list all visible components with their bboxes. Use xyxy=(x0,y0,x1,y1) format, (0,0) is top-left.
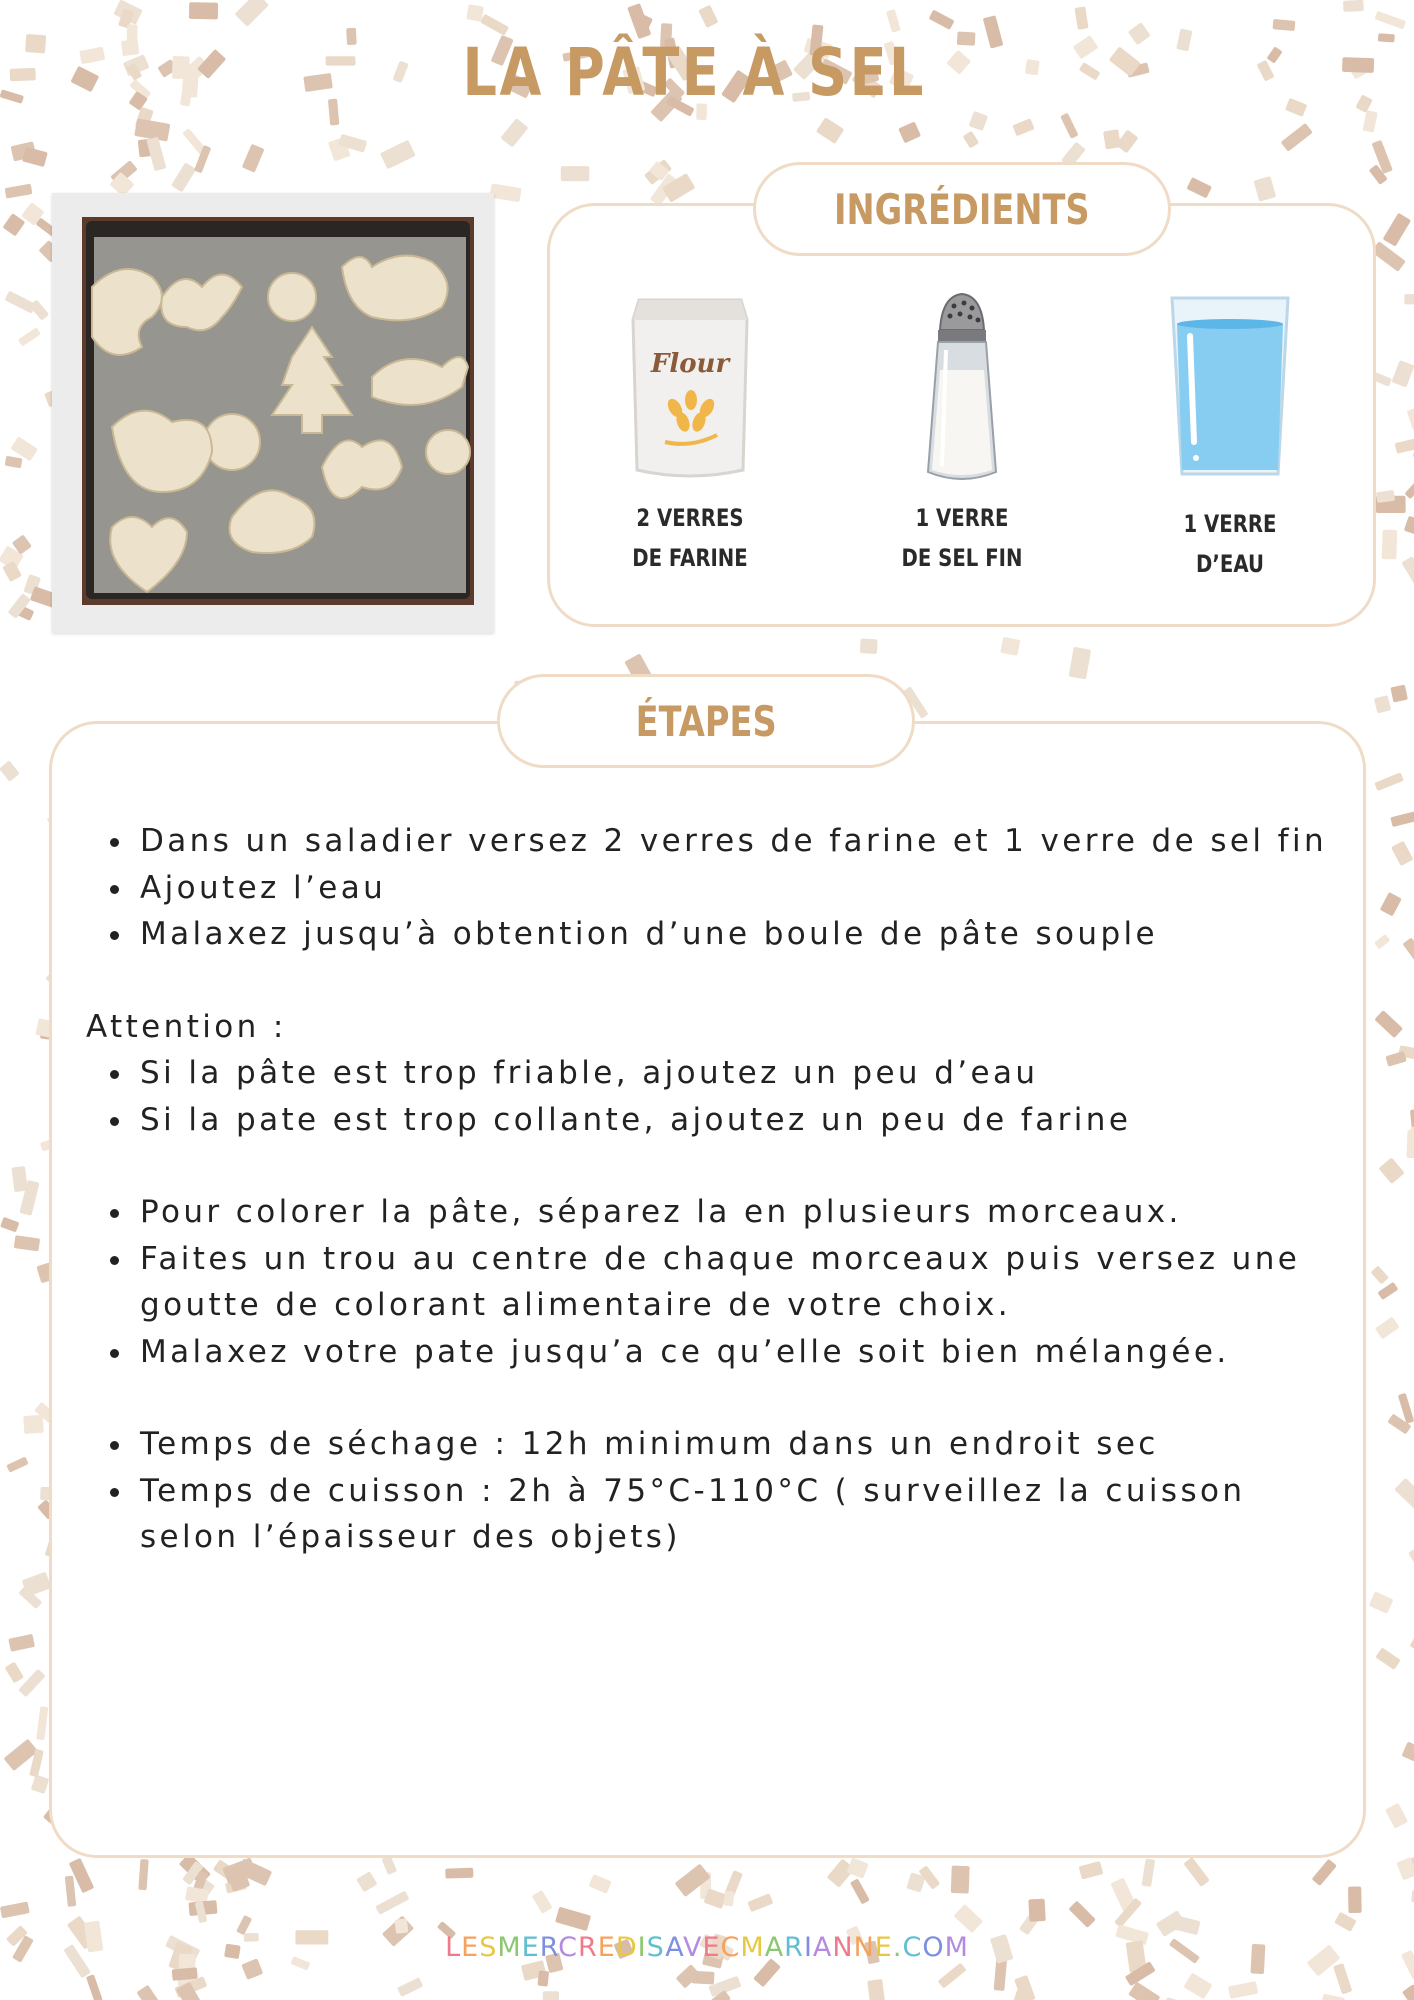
step-item: Si la pate est trop collante, ajoutez un peu de farine xyxy=(140,1097,1336,1144)
confetti-piece xyxy=(1385,1051,1407,1067)
confetti-piece xyxy=(138,1859,148,1890)
confetti-piece xyxy=(5,456,23,469)
confetti-piece xyxy=(445,1868,473,1879)
step-item: Dans un saladier versez 2 verres de farine et 1 verre de sel fin xyxy=(140,818,1336,865)
confetti-piece xyxy=(1374,934,1390,949)
confetti-piece xyxy=(1333,1963,1352,1994)
confetti-piece xyxy=(86,1974,103,2000)
confetti-piece xyxy=(1285,98,1307,117)
confetti-piece xyxy=(1228,1981,1258,1999)
confetti-piece xyxy=(1382,530,1398,560)
step-item: Ajoutez l’eau xyxy=(140,865,1336,912)
confetti-piece xyxy=(235,0,269,27)
confetti-piece xyxy=(1394,1478,1414,1509)
confetti-piece xyxy=(0,1901,30,1918)
ingredient-salt-line2: DE SEL FIN xyxy=(901,544,1023,572)
confetti-piece xyxy=(1404,516,1414,536)
confetti-piece xyxy=(1355,94,1372,113)
confetti-piece xyxy=(1410,1108,1414,1127)
flour-bag-icon xyxy=(625,290,755,490)
confetti-piece xyxy=(1391,360,1414,387)
confetti-piece xyxy=(1374,11,1406,30)
confetti-piece xyxy=(938,1963,967,1989)
water-glass-icon xyxy=(1168,292,1292,482)
confetti-piece xyxy=(1272,19,1295,31)
confetti-piece xyxy=(466,4,484,21)
confetti-piece xyxy=(6,1456,28,1472)
confetti-piece xyxy=(31,1775,49,1794)
ingredient-salt xyxy=(857,290,1067,578)
confetti-piece xyxy=(1408,1549,1414,1567)
confetti-piece xyxy=(5,1662,24,1684)
website-link[interactable] xyxy=(0,1932,1414,1963)
confetti-piece xyxy=(171,162,196,192)
confetti-piece xyxy=(724,1891,735,1907)
confetti-piece xyxy=(70,66,99,93)
confetti-piece xyxy=(1342,57,1374,73)
ingredient-flour-line2: DE FARINE xyxy=(632,544,748,572)
confetti-piece xyxy=(1312,1859,1337,1886)
confetti-piece xyxy=(1378,1157,1404,1184)
confetti-piece xyxy=(1069,647,1092,680)
confetti-piece xyxy=(969,111,988,131)
salt-shaker-icon xyxy=(912,290,1012,490)
confetti-piece xyxy=(1000,637,1020,656)
confetti-piece xyxy=(356,1871,377,1892)
website-text: LESMERCREDISAVECMARIANNE.COM xyxy=(445,1932,969,1963)
confetti-piece xyxy=(375,1891,409,1915)
confetti-piece xyxy=(561,166,590,181)
confetti-piece xyxy=(1391,841,1413,866)
confetti-piece xyxy=(747,1893,773,1912)
confetti-piece xyxy=(1370,1265,1388,1284)
confetti-piece xyxy=(10,68,36,81)
confetti-piece xyxy=(867,1979,886,2000)
confetti-piece xyxy=(1103,129,1121,149)
confetti-piece xyxy=(136,1985,165,2000)
confetti-piece xyxy=(588,1874,611,1894)
confetti-piece xyxy=(1362,110,1377,133)
steps-heading: ÉTAPES xyxy=(497,674,915,768)
confetti-piece xyxy=(489,183,521,202)
steps-list-timing xyxy=(86,1421,1336,1561)
confetti-piece xyxy=(79,47,105,65)
ingredients-heading: INGRÉDIENTS xyxy=(753,162,1171,256)
flour-bag-label: Flour xyxy=(650,349,730,379)
confetti-piece xyxy=(1079,1861,1104,1880)
confetti-piece xyxy=(860,638,878,653)
confetti-piece xyxy=(1407,1130,1414,1159)
confetti-piece xyxy=(1348,1886,1362,1913)
confetti-piece xyxy=(1375,1316,1400,1339)
confetti-piece xyxy=(1385,1803,1408,1829)
confetti-piece xyxy=(1141,1858,1155,1886)
confetti-piece xyxy=(1380,892,1402,916)
confetti-piece xyxy=(1383,213,1412,247)
confetti-piece xyxy=(847,1858,869,1879)
confetti-piece xyxy=(1183,1857,1209,1887)
salt-dough-photo xyxy=(52,193,494,633)
confetti-piece xyxy=(1402,1984,1414,2000)
confetti-piece xyxy=(898,121,921,143)
confetti-piece xyxy=(1074,6,1088,29)
confetti-piece xyxy=(555,1907,591,1931)
confetti-piece xyxy=(381,1855,397,1875)
confetti-piece xyxy=(698,5,718,28)
confetti-piece xyxy=(1186,177,1212,198)
confetti-piece xyxy=(23,1415,44,1434)
confetti-piece xyxy=(172,1967,198,1981)
confetti-piece xyxy=(816,117,844,144)
steps-list-attention xyxy=(86,1050,1336,1143)
confetti-piece xyxy=(36,1706,48,1740)
confetti-piece xyxy=(0,1217,19,1233)
confetti-piece xyxy=(1410,1632,1414,1653)
confetti-piece xyxy=(1401,1741,1414,1762)
confetti-piece xyxy=(1390,685,1408,703)
ingredient-flour-line1: 2 VERRES xyxy=(636,504,744,532)
confetti-piece xyxy=(242,144,265,173)
confetti-piece xyxy=(1401,556,1414,591)
confetti-piece xyxy=(1374,1010,1403,1038)
ingredient-water-line2: D’EAU xyxy=(1196,550,1264,578)
confetti-piece xyxy=(14,1235,40,1251)
confetti-piece xyxy=(22,147,48,167)
confetti-piece xyxy=(397,1977,423,1997)
confetti-piece xyxy=(1281,123,1313,152)
baking-tray-image xyxy=(82,217,474,605)
step-item: Malaxez jusqu’à obtention d’une boule de pâte souple xyxy=(140,911,1336,958)
confetti-piece xyxy=(1407,407,1414,431)
confetti-piece xyxy=(12,1166,28,1192)
confetti-piece xyxy=(1060,113,1078,139)
confetti-piece xyxy=(1028,1899,1045,1922)
confetti-piece xyxy=(134,118,170,141)
ingredient-flour xyxy=(585,290,795,578)
step-item: Malaxez votre pate jusqu’a ce qu’elle soit bien mélangée. xyxy=(140,1329,1336,1376)
confetti-piece xyxy=(1183,1973,1212,2000)
confetti-piece xyxy=(963,131,979,149)
confetti-piece xyxy=(1068,1901,1095,1928)
confetti-piece xyxy=(543,1991,559,2000)
confetti-piece xyxy=(1321,1994,1345,2000)
confetti-piece xyxy=(1390,811,1414,827)
step-item: Faites un trou au centre de chaque morceaux puis versez une goutte de colorant alimentaire de votre choix. xyxy=(140,1236,1336,1329)
confetti-piece xyxy=(1343,0,1364,12)
steps-list-preparation xyxy=(86,818,1336,958)
confetti-piece xyxy=(1404,473,1414,499)
step-item: Pour colorer la pâte, séparez la en plusieurs morceaux. xyxy=(140,1189,1336,1236)
step-item: Temps de cuisson : 2h à 75°C-110°C ( surveillez la cuisson selon l’épaisseur des objets) xyxy=(140,1468,1336,1561)
confetti-piece xyxy=(1374,695,1391,713)
confetti-piece xyxy=(951,1866,970,1894)
confetti-piece xyxy=(3,213,26,236)
ingredient-water-line1: 1 VERRE xyxy=(1183,510,1277,538)
confetti-piece xyxy=(8,1634,35,1652)
confetti-piece xyxy=(1377,1282,1398,1300)
step-item: Si la pâte est trop friable, ajoutez un peu d’eau xyxy=(140,1050,1336,1097)
steps-content xyxy=(86,818,1336,1561)
ingredient-water xyxy=(1125,292,1335,584)
confetti-piece xyxy=(1396,1857,1414,1880)
confetti-piece xyxy=(954,1904,984,1933)
confetti-piece xyxy=(1402,937,1414,967)
step-item: Temps de séchage : 12h minimum dans un endroit sec xyxy=(140,1421,1336,1468)
confetti-piece xyxy=(25,34,46,53)
confetti-piece xyxy=(0,89,24,103)
confetti-piece xyxy=(380,140,416,170)
confetti-piece xyxy=(5,291,37,314)
confetti-piece xyxy=(1395,438,1414,454)
confetti-piece xyxy=(1253,176,1276,202)
confetti-piece xyxy=(65,1876,77,1907)
confetti-piece xyxy=(1369,1591,1394,1614)
page-title: LA PÂTE À SEL xyxy=(462,34,927,111)
confetti-piece xyxy=(676,1964,701,1988)
confetti-piece xyxy=(18,327,41,346)
confetti-piece xyxy=(480,14,509,36)
confetti-piece xyxy=(1404,294,1414,304)
confetti-piece xyxy=(994,1959,1007,1991)
confetti-piece xyxy=(1374,772,1404,791)
confetti-piece xyxy=(1012,118,1034,136)
confetti-piece xyxy=(5,184,33,199)
confetti-piece xyxy=(500,118,528,148)
confetti-piece xyxy=(0,760,20,781)
confetti-piece xyxy=(532,1890,553,1914)
confetti-piece xyxy=(18,1669,45,1697)
confetti-piece xyxy=(886,9,901,33)
confetti-piece xyxy=(929,10,955,30)
steps-list-coloring xyxy=(86,1189,1336,1375)
confetti-piece xyxy=(850,1878,870,1904)
confetti-piece xyxy=(189,2,218,19)
confetti-piece xyxy=(1375,1647,1400,1670)
confetti-piece xyxy=(537,1970,549,1986)
confetti-piece xyxy=(1334,1912,1357,1932)
ingredient-salt-line1: 1 VERRE xyxy=(915,504,1009,532)
confetti-piece xyxy=(1378,33,1395,42)
confetti-piece xyxy=(1371,241,1406,272)
attention-label: Attention : xyxy=(86,1008,287,1045)
